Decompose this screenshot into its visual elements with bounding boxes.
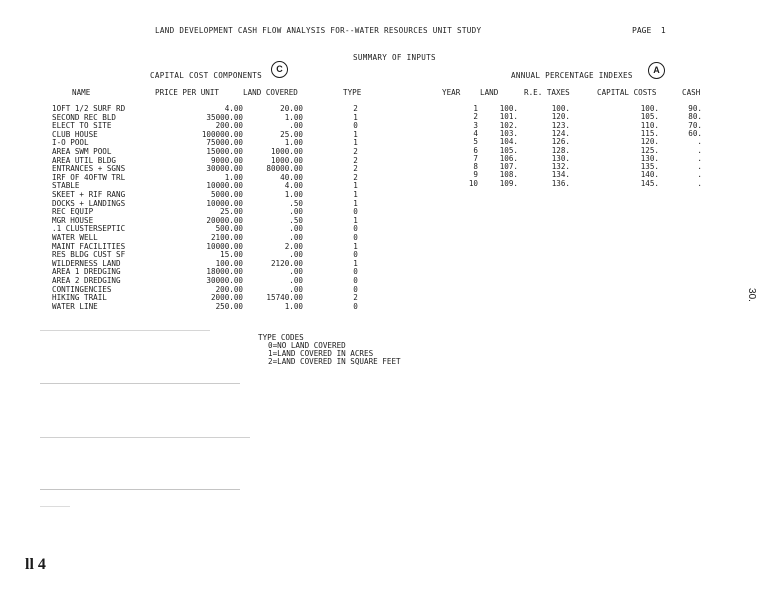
capital-name-cell: AREA UTIL BLDG [52, 155, 117, 165]
index-year-cell: 8 [473, 162, 478, 172]
capital-name-cell: .1 CLUSTERSEPTIC [52, 224, 126, 234]
capital-name-cell: ELECT TO SITE [52, 121, 112, 131]
index-capital-cell: 105. [640, 112, 659, 122]
capital-price-cell: 100000.00 [201, 129, 243, 139]
capital-land-cell: 1000.00 [270, 147, 303, 156]
report-subtitle: SUMMARY OF INPUTS [353, 53, 436, 62]
index-row [420, 122, 720, 131]
capital-type-cell: 1 [353, 258, 358, 268]
capital-price-cell: 35000.00 [206, 112, 243, 122]
capital-name-cell: AREA SWM POOL [52, 147, 112, 156]
index-year-cell: 2 [473, 112, 478, 122]
capital-type-cell: 1 [353, 215, 358, 225]
index-land-cell: 100. [499, 104, 518, 113]
capital-land-cell: .00 [289, 121, 303, 131]
capital-price-cell: 500.00 [215, 224, 243, 234]
col-taxes-header: R.E. TAXES [524, 88, 570, 97]
index-year-cell: 3 [473, 120, 478, 130]
scan-artifact-line [40, 330, 210, 331]
index-capital-cell: 145. [640, 178, 659, 188]
capital-price-cell: 30000.00 [206, 164, 243, 174]
capital-type-cell: 0 [353, 250, 358, 260]
index-capital-cell: 125. [640, 145, 659, 155]
index-land-cell: 106. [499, 153, 518, 163]
capital-price-cell: 250.00 [215, 301, 243, 311]
capital-name-cell: 1OFT 1/2 SURF RD [52, 104, 126, 113]
capital-price-cell: 200.00 [215, 121, 243, 131]
index-cash-cell: 70. [688, 120, 702, 130]
capital-name-cell: IRF OF 4OFTW TRL [52, 172, 126, 182]
capital-land-cell: .00 [289, 207, 303, 217]
capital-type-cell: 0 [353, 267, 358, 277]
index-capital-cell: 110. [640, 120, 659, 130]
index-land-cell: 103. [499, 128, 518, 138]
index-taxes-cell: 134. [551, 170, 570, 180]
capital-name-cell: HIKING TRAIL [52, 293, 107, 303]
capital-name-cell: I-O POOL [52, 138, 89, 148]
index-row [420, 163, 720, 172]
capital-land-cell: .00 [289, 250, 303, 260]
capital-land-cell: 1.00 [284, 190, 303, 199]
col-price-header: PRICE PER UNIT [155, 88, 220, 97]
capital-row [0, 303, 420, 312]
capital-land-cell: 1.00 [284, 301, 303, 311]
index-row [420, 138, 720, 147]
index-land-cell: 108. [499, 170, 518, 180]
capital-name-cell: MGR HOUSE [52, 215, 94, 225]
type-code-line: 0=NO LAND COVERED [268, 341, 346, 350]
indexes-table [420, 105, 720, 195]
capital-name-cell: WATER WELL [52, 233, 98, 242]
capital-land-cell: .00 [289, 224, 303, 234]
capital-type-cell: 1 [353, 241, 358, 251]
capital-land-cell: .00 [289, 284, 303, 294]
col-year-header: YEAR [442, 88, 461, 97]
scan-artifact-line [40, 489, 240, 490]
capital-land-cell: .50 [289, 198, 303, 208]
capital-land-cell: 80000.00 [266, 164, 303, 174]
capital-name-cell: DOCKS + LANDINGS [52, 198, 126, 208]
marker-a: A [648, 62, 665, 79]
index-cash-cell: 60. [688, 128, 702, 138]
col-type-header: TYPE [343, 88, 362, 97]
index-land-cell: 105. [499, 145, 518, 155]
handwritten-mark: ll 4 [25, 556, 46, 573]
index-cash-cell: . [697, 162, 702, 172]
index-row [420, 113, 720, 122]
capital-type-cell: 1 [353, 112, 358, 122]
index-taxes-cell: 130. [551, 153, 570, 163]
index-capital-cell: 140. [640, 170, 659, 180]
index-taxes-cell: 100. [551, 104, 570, 113]
index-cash-cell: 90. [688, 104, 702, 113]
index-capital-cell: 135. [640, 162, 659, 172]
capital-land-cell: 2.00 [284, 241, 303, 251]
capital-price-cell: 10000.00 [206, 198, 243, 208]
index-cash-cell: . [697, 145, 702, 155]
capital-price-cell: 30000.00 [206, 276, 243, 285]
capital-type-cell: 2 [353, 147, 358, 156]
margin-note: 30. [745, 288, 757, 302]
index-taxes-cell: 128. [551, 145, 570, 155]
capital-type-cell: 2 [353, 164, 358, 174]
capital-price-cell: 15000.00 [206, 147, 243, 156]
capital-land-cell: .00 [289, 267, 303, 277]
capital-land-cell: 15740.00 [266, 293, 303, 303]
capital-name-cell: AREA 2 DREDGING [52, 276, 121, 285]
index-land-cell: 107. [499, 162, 518, 172]
capital-land-cell: 2120.00 [270, 258, 303, 268]
capital-price-cell: 5000.00 [210, 190, 243, 199]
capital-name-cell: MAINT FACILITIES [52, 241, 126, 251]
capital-land-cell: 40.00 [280, 172, 303, 182]
marker-c: C [271, 61, 288, 78]
scan-artifact-line [40, 437, 250, 438]
capital-land-cell: 1.00 [284, 138, 303, 148]
capital-name-cell: SKEET + RIF RANG [52, 190, 126, 199]
capital-type-cell: 0 [353, 233, 358, 242]
index-cash-cell: . [697, 170, 702, 180]
index-cash-cell: . [697, 178, 702, 188]
col-land-header: LAND [480, 88, 499, 97]
type-codes-heading: TYPE CODES [258, 333, 304, 342]
index-year-cell: 5 [473, 137, 478, 147]
capital-land-cell: 25.00 [280, 129, 303, 139]
capital-land-cell: .00 [289, 233, 303, 242]
capital-price-cell: 2100.00 [210, 233, 243, 242]
capital-type-cell: 2 [353, 104, 358, 113]
index-land-cell: 101. [499, 112, 518, 122]
col-land-covered-header: LAND COVERED [243, 88, 298, 97]
capital-name-cell: STABLE [52, 181, 80, 191]
index-capital-cell: 100. [640, 104, 659, 113]
index-row [420, 171, 720, 180]
index-capital-cell: 115. [640, 128, 659, 138]
indexes-heading: ANNUAL PERCENTAGE INDEXES [511, 71, 633, 80]
capital-price-cell: 10000.00 [206, 181, 243, 191]
index-taxes-cell: 123. [551, 120, 570, 130]
capital-type-cell: 0 [353, 121, 358, 131]
index-row [420, 105, 720, 114]
capital-name-cell: SECOND REC BLD [52, 112, 117, 122]
capital-type-cell: 0 [353, 207, 358, 217]
index-taxes-cell: 132. [551, 162, 570, 172]
index-capital-cell: 130. [640, 153, 659, 163]
index-cash-cell: . [697, 153, 702, 163]
capital-price-cell: 20000.00 [206, 215, 243, 225]
index-year-cell: 1 [473, 104, 478, 113]
capital-price-cell: 18000.00 [206, 267, 243, 277]
capital-type-cell: 0 [353, 276, 358, 285]
capital-land-cell: 4.00 [284, 181, 303, 191]
index-land-cell: 102. [499, 120, 518, 130]
capital-name-cell: RES BLDG CUST SF [52, 250, 126, 260]
index-row [420, 155, 720, 164]
index-row [420, 130, 720, 139]
capital-costs-heading: CAPITAL COST COMPONENTS [150, 71, 263, 80]
capital-type-cell: 0 [353, 301, 358, 311]
capital-price-cell: 2000.00 [210, 293, 243, 303]
capital-type-cell: 0 [353, 224, 358, 234]
capital-land-cell: 1000.00 [270, 155, 303, 165]
capital-name-cell: CONTINGENCIES [52, 284, 112, 294]
capital-land-cell: 1.00 [284, 112, 303, 122]
index-land-cell: 109. [499, 178, 518, 188]
type-code-line: 2=LAND COVERED IN SQUARE FEET [268, 357, 401, 366]
capital-name-cell: WILDERNESS LAND [52, 258, 121, 268]
capital-price-cell: 100.00 [215, 258, 243, 268]
capital-costs-table [0, 105, 420, 317]
index-taxes-cell: 124. [551, 128, 570, 138]
capital-name-cell: REC EQUIP [52, 207, 94, 217]
index-taxes-cell: 120. [551, 112, 570, 122]
capital-price-cell: 200.00 [215, 284, 243, 294]
col-cash-header: CASH [682, 88, 701, 97]
capital-name-cell: ENTRANCES + SGNS [52, 164, 126, 174]
scan-artifact-line [40, 506, 70, 507]
index-row [420, 147, 720, 156]
capital-price-cell: 1.00 [224, 172, 243, 182]
capital-type-cell: 0 [353, 284, 358, 294]
capital-type-cell: 2 [353, 155, 358, 165]
capital-name-cell: WATER LINE [52, 301, 98, 311]
index-land-cell: 104. [499, 137, 518, 147]
capital-price-cell: 75000.00 [206, 138, 243, 148]
col-capital-header: CAPITAL COSTS [597, 88, 657, 97]
capital-price-cell: 9000.00 [210, 155, 243, 165]
capital-land-cell: .50 [289, 215, 303, 225]
index-taxes-cell: 126. [551, 137, 570, 147]
capital-type-cell: 1 [353, 181, 358, 191]
capital-land-cell: .00 [289, 276, 303, 285]
index-capital-cell: 120. [640, 137, 659, 147]
index-row [420, 180, 720, 189]
report-title: LAND DEVELOPMENT CASH FLOW ANALYSIS FOR--WATER RESOURCES UNIT STUDY [155, 26, 482, 35]
capital-price-cell: 4.00 [224, 104, 243, 113]
capital-type-cell: 1 [353, 198, 358, 208]
capital-land-cell: 20.00 [280, 104, 303, 113]
capital-price-cell: 25.00 [220, 207, 243, 217]
capital-type-cell: 1 [353, 190, 358, 199]
index-cash-cell: . [697, 137, 702, 147]
scan-artifact-line [40, 383, 240, 384]
capital-name-cell: AREA 1 DREDGING [52, 267, 121, 277]
index-year-cell: 9 [473, 170, 478, 180]
page-number: PAGE 1 [632, 26, 666, 35]
capital-price-cell: 10000.00 [206, 241, 243, 251]
capital-type-cell: 2 [353, 293, 358, 303]
index-cash-cell: 80. [688, 112, 702, 122]
capital-type-cell: 1 [353, 129, 358, 139]
index-taxes-cell: 136. [551, 178, 570, 188]
col-name-header: NAME [72, 88, 91, 97]
type-code-line: 1=LAND COVERED IN ACRES [268, 349, 374, 358]
index-year-cell: 10 [468, 178, 478, 188]
capital-type-cell: 2 [353, 172, 358, 182]
capital-name-cell: CLUB HOUSE [52, 129, 98, 139]
capital-type-cell: 1 [353, 138, 358, 148]
index-year-cell: 7 [473, 153, 478, 163]
index-year-cell: 6 [473, 145, 478, 155]
index-year-cell: 4 [473, 128, 478, 138]
capital-price-cell: 15.00 [220, 250, 243, 260]
